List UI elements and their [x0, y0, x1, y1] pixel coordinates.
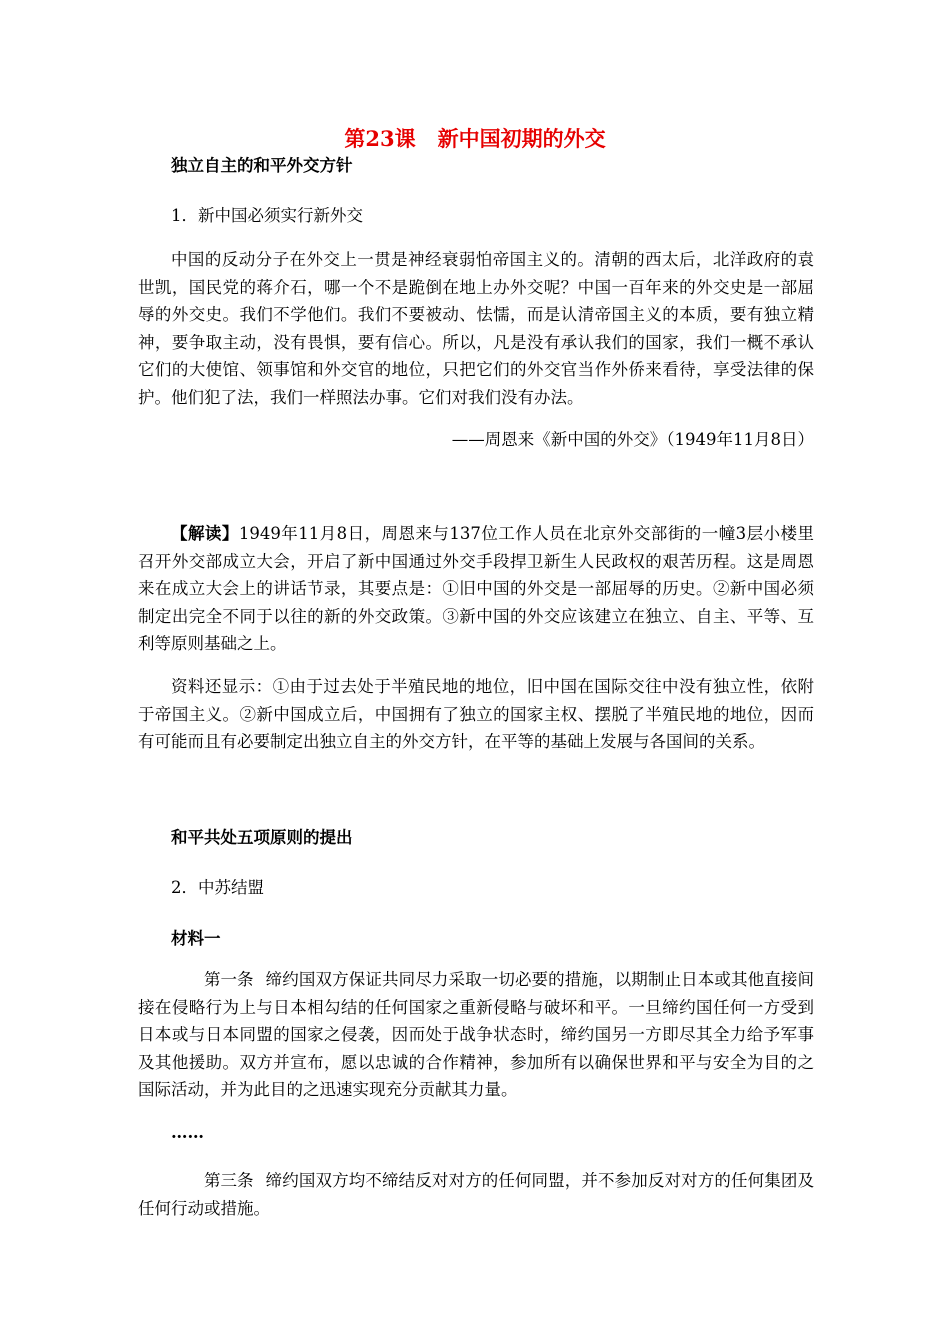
section2-item: 2．中苏结盟	[171, 878, 264, 897]
article3-paragraph	[138, 1167, 814, 1222]
quote-paragraph: 中国的反动分子在外交上一贯是神经衰弱怕帝国主义的。清朝的西太后，北洋政府的袁世凯，国民党的蒋介石，哪一个不是跪倒在地上办外交呢？中国一百年来的外交史是一部屈辱的外交史。我们不学他们。我们不要被动、怯懦，而是认清帝国主义的本质，要有独立精神，要争取主动，没有畏惧，要有信心。所以，凡是没有承认我们的国家，我们一概不承认它们的大使馆、领事馆和外交官的地位，只把它们的外交官当作外侨来看待，享受法律的保护。他们犯了法，我们一样照法办事。它们对我们没有办法。	[138, 250, 814, 407]
article3-label: 第三条	[204, 1171, 254, 1190]
lesson-topic: 新中国初期的外交	[437, 126, 606, 151]
lesson-number: 第23课	[344, 126, 416, 151]
article3-text: 缔约国双方均不缔结反对对方的任何同盟，并不参加反对对方的任何集团及任何行动或措施。	[138, 1171, 814, 1218]
quote-citation: ——周恩来《新中国的外交》（1949年11月8日）	[451, 430, 814, 449]
article1-paragraph	[138, 966, 814, 1104]
analysis-paragraph	[138, 520, 814, 658]
section2-heading: 和平共处五项原则的提出	[171, 828, 353, 847]
material-label: 材料一	[171, 929, 221, 948]
extra-paragraph: 资料还显示：①由于过去处于半殖民地的地位，旧中国在国际交往中没有独立性，依附于帝国主义。②新中国成立后，中国拥有了独立的国家主权、摆脱了半殖民地的地位，因而有可能而且有必要制定出独立自主的外交方针，在平等的基础上发展与各国间的关系。	[138, 677, 814, 751]
analysis-label: 【解读】	[171, 524, 239, 543]
ellipsis: ……	[171, 1123, 204, 1142]
analysis-text: 1949年11月8日，周恩来与137位工作人员在北京外交部街的一幢3层小楼里召开外交部成立大会，开启了新中国通过外交手段捍卫新生人民政权的艰苦历程。这是周恩来在成立大会上的讲话节录，其要点是：①旧中国的外交是一部屈辱的历史。②新中国必须制定出完全不同于以往的新的外交政策。③新中国的外交应该建立在独立、自主、平等、互利等原则基础之上。	[138, 524, 815, 653]
article1-text: 缔约国双方保证共同尽力采取一切必要的措施，以期制止日本或其他直接间接在侵略行为上与日本相勾结的任何国家之重新侵略与破坏和平。一旦缔约国任何一方受到日本或与日本同盟的国家之侵袭，因而处于战争状态时，缔约国另一方即尽其全力给予军事及其他援助。双方并宣布，愿以忠诚的合作精神，参加所有以确保世界和平与安全为目的之国际活动，并为此目的之迅速实现充分贡献其力量。	[138, 970, 814, 1099]
page-title	[0, 123, 950, 153]
article1-label: 第一条	[204, 970, 254, 989]
section1-heading: 独立自主的和平外交方针	[171, 156, 353, 175]
section1-item: 1．新中国必须实行新外交	[171, 206, 363, 225]
